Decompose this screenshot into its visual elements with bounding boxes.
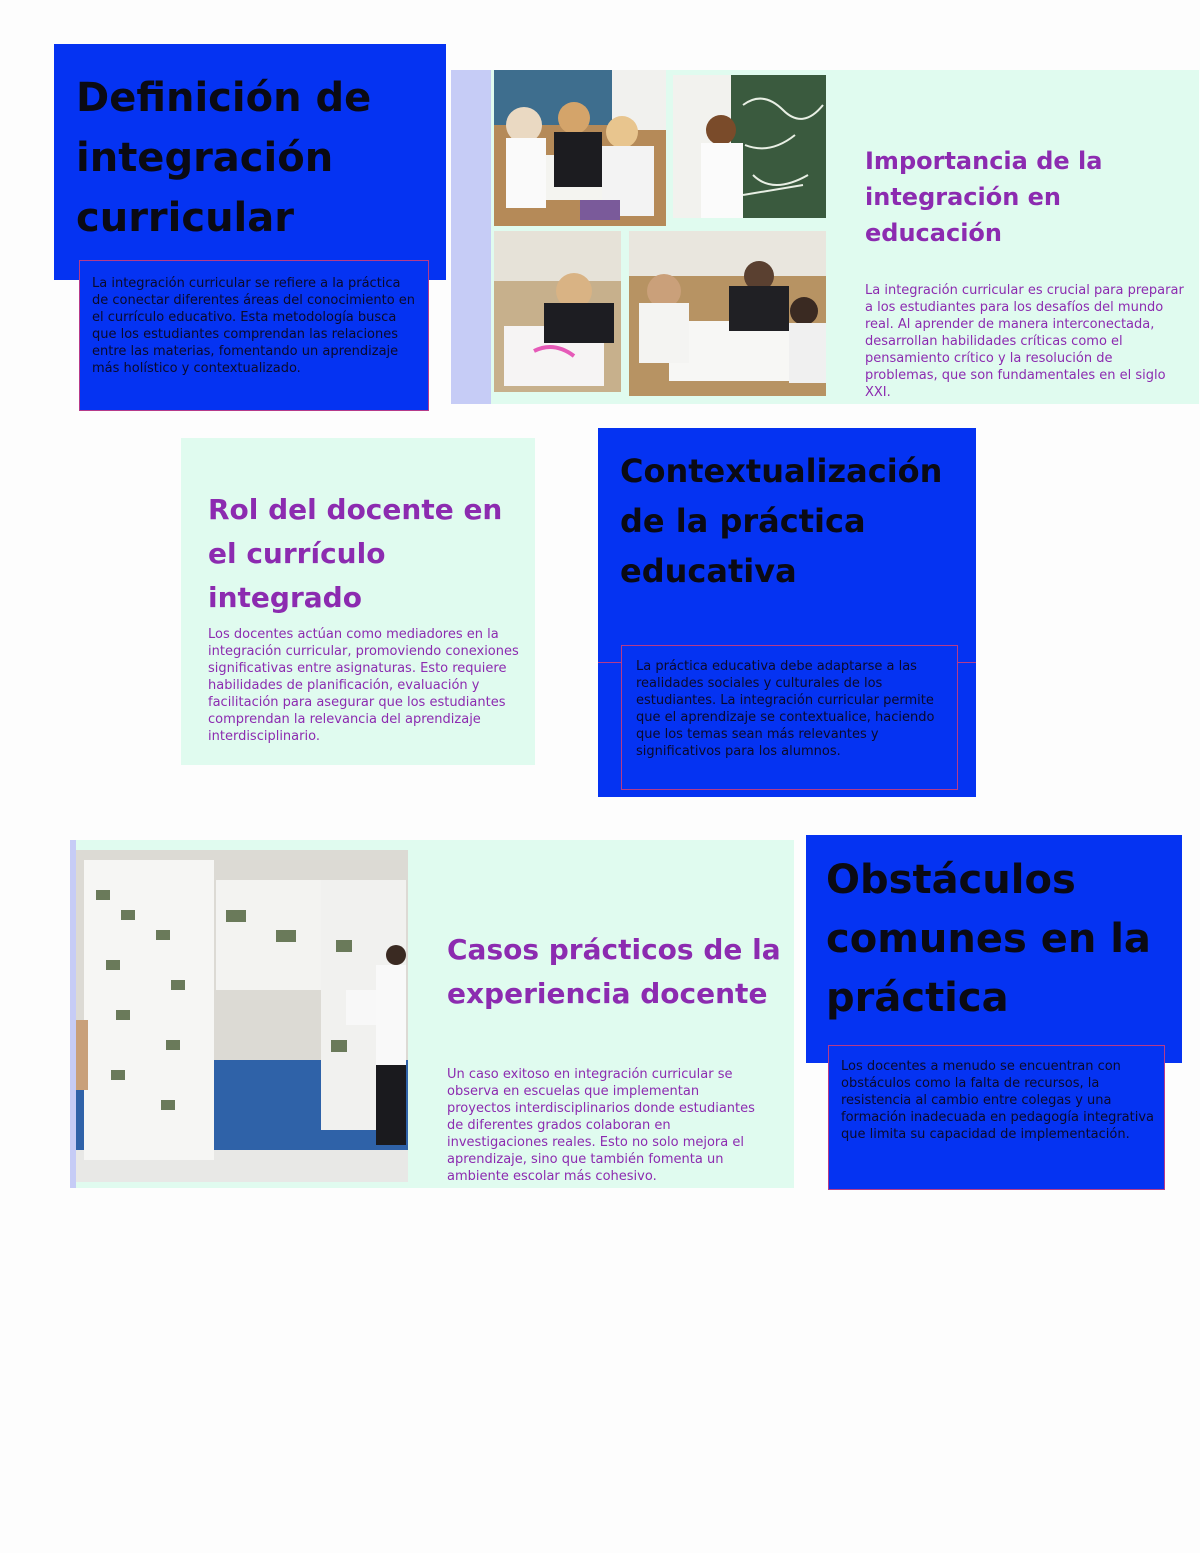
context-body: La práctica educativa debe adaptarse a las realidades sociales y culturales de los estudiantes. La integración curricular permite que el aprendizaje se contextualice, haciendo que los temas sean más relevantes y significativos para los alumnos.: [636, 659, 935, 759]
context-body-box: [621, 645, 958, 790]
obstacles-body: Los docentes a menudo se encuentran con obstáculos como la falta de recursos, la resistencia al cambio entre colegas y una formación inadecuada en pedagogía integrativa que limita su capacidad de implementación.: [841, 1059, 1155, 1142]
importance-title: Importancia de la integración en educación: [865, 147, 1103, 247]
context-title: Contextualización de la práctica educativa: [620, 452, 943, 590]
importance-body: La integración curricular es crucial para preparar a los estudiantes para los desafíos del mundo real. Al aprender de manera interconectada, desarrollan habilidades críticas como el pensamiento crítico y la resolución de problemas, que son fundamentales en el siglo XXI.: [865, 283, 1184, 400]
classroom-photo-team-drawing: [629, 231, 826, 396]
classroom-photo-wall-mural: [76, 850, 408, 1182]
definition-title: Definición de integración curricular: [76, 75, 372, 241]
teacher-role-title: Rol del docente en el currículo integrado: [208, 493, 503, 614]
classroom-photo-group-work: [494, 70, 666, 226]
teacher-role-body: Los docentes actúan como mediadores en la integración curricular, promoviendo conexiones significativas entre asignaturas. Esto requiere habilidades de planificación, evaluación y facilitación para asegurar que los estudiantes comprendan la relevancia del aprendizaje interdisciplinario.: [208, 627, 519, 744]
classroom-photo-blackboard: [673, 75, 826, 218]
obstacles-body-box: [828, 1045, 1165, 1190]
obstacles-title-panel: [806, 835, 1182, 1063]
obstacles-title: Obstáculos comunes en la práctica: [826, 857, 1151, 1021]
definition-body: La integración curricular se refiere a la práctica de conectar diferentes áreas del conocimiento en el currículo educativo. Esta metodología busca que los estudiantes comprendan las relaciones entre las materias, fomentando un aprendizaje más holístico y contextualizado.: [92, 276, 416, 376]
classroom-photo-students-writing: [494, 231, 621, 392]
definition-body-box: [79, 260, 429, 411]
cases-title: Casos prácticos de la experiencia docente: [447, 933, 781, 1010]
cases-body: Un caso exitoso en integración curricular se observa en escuelas que implementan proyectos interdisciplinarios donde estudiantes de diferentes grados colaboran en investigaciones reales. Esto no solo mejora el aprendizaje, sino que también fomenta un ambiente escolar más cohesivo.: [447, 1067, 755, 1184]
definition-title-panel: [54, 44, 446, 280]
